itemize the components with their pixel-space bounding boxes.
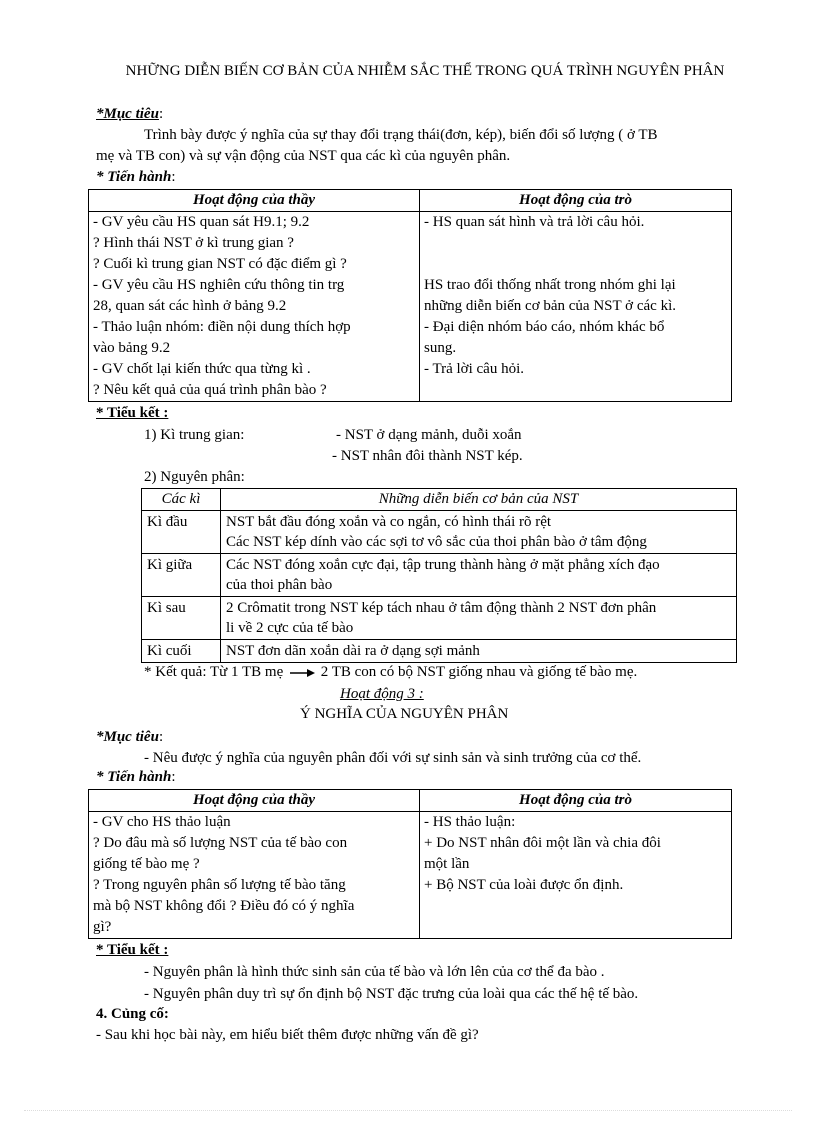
cung-co-heading: 4. Củng cố: (96, 1006, 169, 1022)
text-line: ? Do đâu mà số lượng NST của tế bào con (93, 835, 348, 851)
cung-co-text: - Sau khi học bài này, em hiểu biết thêm được những vấn đề gì? (96, 1027, 479, 1043)
text-line: gì? (93, 919, 112, 935)
tieu-ket-heading: * Tiểu kết : (96, 405, 169, 421)
table-row (142, 554, 737, 597)
phase-table (141, 488, 737, 663)
ket-qua-line: * Kết quả: Từ 1 TB mẹ 2 TB con có bộ NST giống nhau và giống tế bào mẹ. (144, 664, 638, 680)
text-line: - GV yêu cầu HS quan sát H9.1; 9.2 (93, 214, 310, 230)
muc-tieu-text-line2: mẹ và TB con) và sự vận động của NST qua các kì của nguyên phân. (96, 148, 511, 164)
tien-hanh-heading-2: * Tiến hành: (96, 769, 176, 785)
header-student: Hoạt động của trò (420, 790, 732, 812)
phase-events (221, 640, 737, 663)
text-line: + Bộ NST của loài được ổn định. (424, 877, 624, 893)
right-arrow-icon (287, 667, 317, 679)
nguyen-phan-label: 2) Nguyên phân: (144, 469, 245, 485)
text-line: ? Trong nguyên phân số lượng tế bào tăng (93, 877, 346, 893)
teacher-activities (89, 212, 420, 402)
text-line: một lần (424, 856, 470, 872)
text-line (424, 233, 727, 254)
header-events: Những diễn biến cơ bản của NST (221, 489, 737, 511)
text-line: - GV chốt lại kiến thức qua từng kì . (93, 361, 311, 377)
table-row (142, 597, 737, 640)
text-line (424, 380, 727, 401)
text-line: ? Nêu kết quả của quá trình phân bào ? (93, 382, 327, 398)
phase-name: Kì cuối (142, 640, 221, 663)
text-line: + Do NST nhân đôi một lần và chia đôi (424, 835, 661, 851)
text-line: của thoi phân bào (226, 577, 333, 593)
phase-name: Kì sau (142, 597, 221, 640)
text-line: những diễn biến cơ bản của NST ở các kì. (424, 298, 676, 314)
phase-name: Kì đầu (142, 511, 221, 554)
text-line: - GV cho HS thảo luận (93, 814, 231, 830)
phase-events (221, 597, 737, 640)
text-line: 28, quan sát các hình ở bảng 9.2 (93, 298, 287, 314)
text-line: Các NST đóng xoắn cực đại, tập trung thành hàng ở mặt phẳng xích đạo (226, 557, 660, 573)
text-line: 2 Crômatit trong NST kép tách nhau ở tâm động thành 2 NST đơn phân (226, 600, 657, 616)
ki-trung-gian-label: 1) Kì trung gian: (144, 427, 245, 443)
page-title: NHỮNG DIỄN BIẾN CƠ BẢN CỦA NHIỄM SẮC THỂ TRONG QUÁ TRÌNH NGUYÊN PHÂN (125, 63, 725, 79)
ki-trung-gian-item: - NST ở dạng mảnh, duỗi xoắn (336, 427, 522, 443)
tieu-ket-item: - Nguyên phân duy trì sự ổn định bộ NST đặc trưng của loài qua các thế hệ tế bào. (144, 986, 639, 1002)
section-heading: Ý NGHĨA CỦA NGUYÊN PHÂN (300, 706, 509, 722)
tieu-ket-heading-2: * Tiểu kết : (96, 942, 169, 958)
text-line: - HS quan sát hình và trả lời câu hỏi. (424, 214, 645, 230)
text-line: mà bộ NST không đổi ? Điều đó có ý nghĩa (93, 898, 355, 914)
text-line: - HS thảo luận: (424, 814, 516, 830)
text-line (424, 254, 727, 275)
text-line: ? Cuối kì trung gian NST có đặc điểm gì ? (93, 256, 347, 272)
text-line: Các NST kép dính vào các sợi tơ vô sắc của thoi phân bào ở tâm động (226, 534, 647, 550)
activity-table-2 (88, 789, 732, 939)
header-phase: Các kì (142, 489, 221, 511)
text-line: ? Hình thái NST ở kì trung gian ? (93, 235, 294, 251)
student-activities (420, 812, 732, 939)
text-line: sung. (424, 340, 457, 356)
text-line: - Thảo luận nhóm: điền nội dung thích hợp (93, 319, 351, 335)
header-student: Hoạt động của trò (420, 190, 732, 212)
text-line: - GV yêu cầu HS nghiên cứu thông tin trg (93, 277, 345, 293)
text-line: NST đơn dãn xoắn dài ra ở dạng sợi mảnh (226, 643, 480, 659)
activity-table-1 (88, 189, 732, 402)
muc-tieu-text-line1: Trình bày được ý nghĩa của sự thay đổi trạng thái(đơn, kép), biến đổi số lượng ( ở TB (144, 127, 658, 143)
muc-tieu-heading: *Mục tiêu: (96, 106, 164, 122)
text-line: li về 2 cực của tế bào (226, 620, 354, 636)
table-row (142, 511, 737, 554)
phase-name: Kì giữa (142, 554, 221, 597)
tien-hanh-heading: * Tiến hành: (96, 169, 176, 185)
text-line: - Trả lời câu hỏi. (424, 361, 525, 377)
table-row (142, 640, 737, 663)
teacher-activities (89, 812, 420, 939)
text-line: - Đại diện nhóm báo cáo, nhóm khác bổ (424, 319, 665, 335)
hoat-dong-label: Hoạt động 3 : (340, 686, 424, 702)
text-line: vào bảng 9.2 (93, 340, 171, 356)
header-teacher: Hoạt động của thầy (89, 790, 420, 812)
text-line: giống tế bào mẹ ? (93, 856, 200, 872)
text-line: NST bắt đầu đóng xoắn và co ngắn, có hình thái rõ rệt (226, 514, 552, 530)
student-activities (420, 212, 732, 402)
tieu-ket-item: - Nguyên phân là hình thức sinh sản của tế bào và lớn lên của cơ thể đa bào . (144, 964, 605, 980)
header-teacher: Hoạt động của thầy (89, 190, 420, 212)
ki-trung-gian-item: - NST nhân đôi thành NST kép. (332, 448, 523, 464)
phase-events (221, 554, 737, 597)
text-line: HS trao đổi thống nhất trong nhóm ghi lại (424, 277, 676, 293)
phase-events (221, 511, 737, 554)
page-bottom-divider (24, 1110, 792, 1111)
muc-tieu-heading-2: *Mục tiêu: (96, 729, 164, 745)
muc-tieu-text-2: - Nêu được ý nghĩa của nguyên phân đối với sự sinh sản và sinh trưởng của cơ thể. (144, 750, 642, 766)
